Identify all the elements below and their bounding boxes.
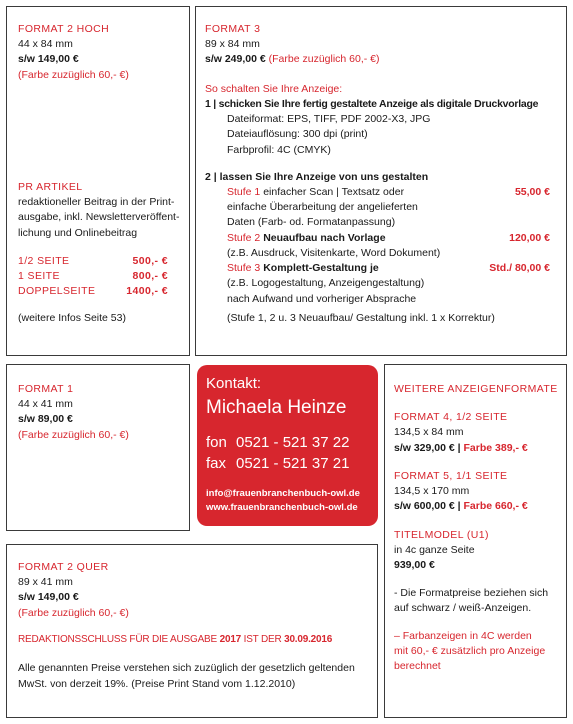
weitere-formate-box — [384, 364, 567, 718]
format4-title: FORMAT 4, 1/2 SEITE — [394, 411, 508, 424]
stufe2-line: (z.B. Ausdruck, Visitenkarte, Word Dokument) — [227, 246, 441, 259]
option1-line: Farbprofil: 4C (CMYK) — [227, 143, 331, 156]
format1-size: 44 x 41 mm — [18, 398, 73, 411]
color-note-line: – Farbanzeigen in 4C werden — [394, 629, 532, 642]
contact-fax: 0521 - 521 37 21 — [236, 455, 350, 472]
format3-price: s/w 249,00 € — [205, 53, 266, 66]
option1-line: Dateiformat: EPS, TIFF, PDF 2002-X3, JPG — [227, 113, 431, 126]
format3-switch-title: So schalten Sie Ihre Anzeige: — [205, 82, 343, 95]
format4-price-line: s/w 329,00 € | Farbe 389,- € — [394, 441, 528, 454]
pr-desc-line: ausgabe, inkl. Newsletterveröffent- — [18, 211, 180, 224]
stufe1-line: einfache Überarbeitung der angelieferten — [227, 201, 418, 214]
format4-size: 134,5 x 84 mm — [394, 426, 464, 439]
format2-hoch-title: FORMAT 2 HOCH — [18, 23, 110, 35]
format5-price-line: s/w 600,00 € | Farbe 660,- € — [394, 500, 528, 513]
pr-desc-line: lichung und Onlinebeitrag — [18, 226, 138, 239]
weitere-title: WEITERE ANZEIGENFORMATE — [394, 383, 558, 395]
contact-heading: Kontakt: — [206, 375, 262, 392]
note-line: auf schwarz / weiß-Anzeigen. — [394, 602, 532, 615]
contact-web-link[interactable]: www.frauenbranchenbuch-owl.de — [206, 502, 358, 513]
prices-note-line: MwSt. von derzeit 19%. (Preise Print Stand vom 1.12.2010) — [18, 677, 296, 690]
format2-hoch-color-note: (Farbe zuzüglich 60,- €) — [18, 68, 129, 81]
contact-phone-line: fon 0521 - 521 37 22 — [206, 434, 350, 451]
format2-hoch-size: 44 x 84 mm — [18, 38, 73, 51]
format3-color-note: (Farbe zuzüglich 60,- €) — [268, 53, 380, 66]
format5-title: FORMAT 5, 1/1 SEITE — [394, 469, 508, 482]
color-note-line: berechnet — [394, 660, 441, 673]
option1-title: 1 | schicken Sie Ihre fertig gestaltete Anzeige als digitale Druckvorlage — [205, 97, 539, 110]
pr-price-row: 1/2 SEITE 500,- € — [18, 254, 168, 267]
option1-line: Dateiauflösung: 300 dpi (print) — [227, 128, 368, 141]
prices-note-line: Alle genannten Preise verstehen sich zuzüglich der gesetzlich geltenden — [18, 662, 355, 675]
contact-card — [197, 365, 378, 526]
contact-fax-line: fax 0521 - 521 37 21 — [206, 455, 350, 472]
format1-price: s/w 89,00 € — [18, 413, 73, 426]
format2-quer-price: s/w 149,00 € — [18, 591, 79, 604]
pr-more-info: (weitere Infos Seite 53) — [18, 312, 126, 325]
stufe3-line: (z.B. Logogestaltung, Anzeigengestaltung) — [227, 277, 425, 290]
format2-hoch-box — [6, 6, 190, 356]
format2-quer-color-note: (Farbe zuzüglich 60,- €) — [18, 606, 129, 619]
format2-hoch-price: s/w 149,00 € — [18, 53, 79, 66]
format3-title: FORMAT 3 — [205, 23, 261, 35]
titelmodel-price: 939,00 € — [394, 558, 435, 571]
format3-box — [195, 6, 567, 356]
format3-price-line — [205, 52, 558, 67]
format2-quer-size: 89 x 41 mm — [18, 576, 73, 589]
stufe2-row: Stufe 2 Neuaufbau nach Vorlage 120,00 € — [227, 231, 550, 244]
format1-box — [6, 364, 190, 531]
stufe3-row: Stufe 3 Komplett-Gestaltung je Std./ 80,00 € — [227, 262, 550, 275]
format3-size: 89 x 84 mm — [205, 38, 260, 51]
option2-title: 2 | lassen Sie Ihre Anzeige von uns gestalten — [205, 170, 429, 183]
stufe3-line: nach Aufwand und vorheriger Absprache — [227, 292, 417, 305]
stufe1-row: Stufe 1 einfacher Scan | Textsatz oder 55,00 € — [227, 185, 550, 198]
contact-name: Michaela Heinze — [206, 397, 347, 418]
stufe1-line: Daten (Farb- od. Formatanpassung) — [227, 216, 396, 229]
format1-title: FORMAT 1 — [18, 383, 74, 395]
pr-desc-line: redaktioneller Beitrag in der Print- — [18, 196, 175, 209]
note-line: - Die Formatpreise beziehen sich — [394, 587, 549, 600]
format1-color-note: (Farbe zuzüglich 60,- €) — [18, 428, 129, 441]
pr-price-row: DOPPELSEITE 1400,- € — [18, 285, 168, 298]
format2-quer-title: FORMAT 2 QUER — [18, 561, 109, 573]
format3-note: (Stufe 1, 2 u. 3 Neuaufbau/ Gestaltung inkl. 1 x Korrektur) — [227, 311, 495, 324]
format5-size: 134,5 x 170 mm — [394, 485, 470, 498]
contact-phone[interactable]: 0521 - 521 37 22 — [236, 434, 350, 451]
format2-quer-box — [6, 544, 378, 718]
contact-email-link[interactable]: info@frauenbranchenbuch-owl.de — [206, 488, 360, 499]
titelmodel-title: TITELMODEL (U1) — [394, 528, 489, 541]
titelmodel-desc: in 4c ganze Seite — [394, 543, 475, 556]
deadline-line: REDAKTIONSSCHLUSS FÜR DIE AUSGABE 2017 IST DER 30.09.2016 — [18, 633, 333, 645]
color-note-line: mit 60,- € zusätzlich pro Anzeige — [394, 644, 546, 657]
pr-title: PR ARTIKEL — [18, 180, 83, 193]
pr-price-row: 1 SEITE 800,- € — [18, 269, 168, 282]
